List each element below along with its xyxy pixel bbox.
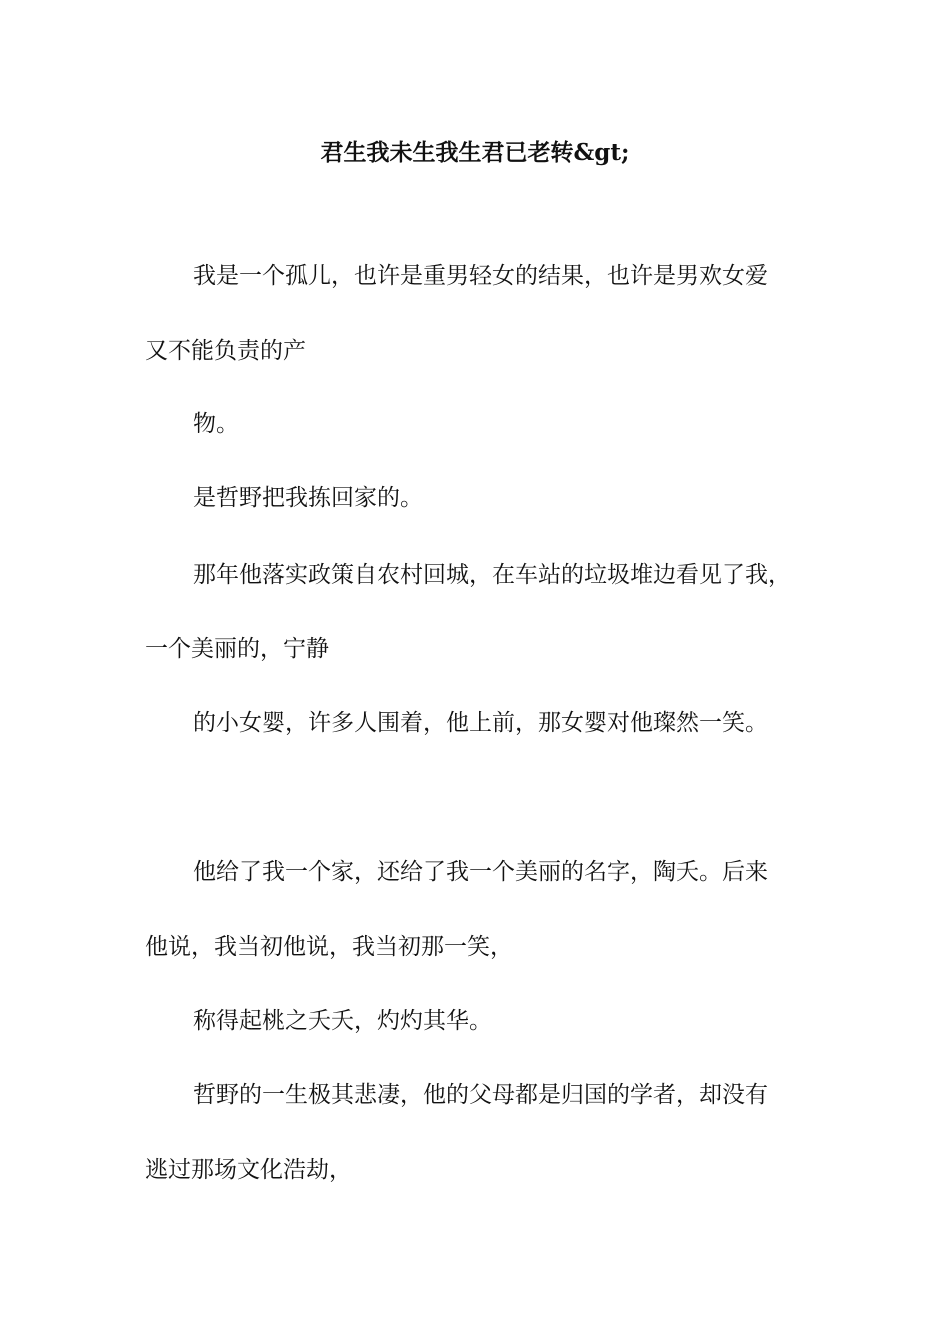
paragraph-line: 物。 <box>193 411 239 437</box>
paragraph-line: 我是一个孤儿，也许是重男轻女的结果，也许是男欢女爱 <box>193 263 768 289</box>
document-title: 君生我未生我生君已老转&gt; <box>320 139 630 166</box>
paragraph-line: 称得起桃之夭夭，灼灼其华。 <box>193 1008 492 1034</box>
paragraph-line: 逃过那场文化浩劫， <box>145 1157 352 1183</box>
paragraph-line: 是哲野把我拣回家的。 <box>193 485 423 511</box>
paragraph-line: 他给了我一个家，还给了我一个美丽的名字，陶夭。后来 <box>193 859 768 885</box>
paragraph-line: 哲野的一生极其悲凄，他的父母都是归国的学者，却没有 <box>193 1082 768 1108</box>
paragraph-line: 那年他落实政策自农村回城，在车站的垃圾堆边看见了我， <box>193 562 791 588</box>
paragraph-line: 又不能负责的产 <box>145 338 306 364</box>
paragraph-line: 的小女婴，许多人围着，他上前，那女婴对他璨然一笑。 <box>193 710 768 736</box>
paragraph-line: 他说，我当初他说，我当初那一笑， <box>145 934 513 960</box>
paragraph-line: 一个美丽的，宁静 <box>145 636 329 662</box>
